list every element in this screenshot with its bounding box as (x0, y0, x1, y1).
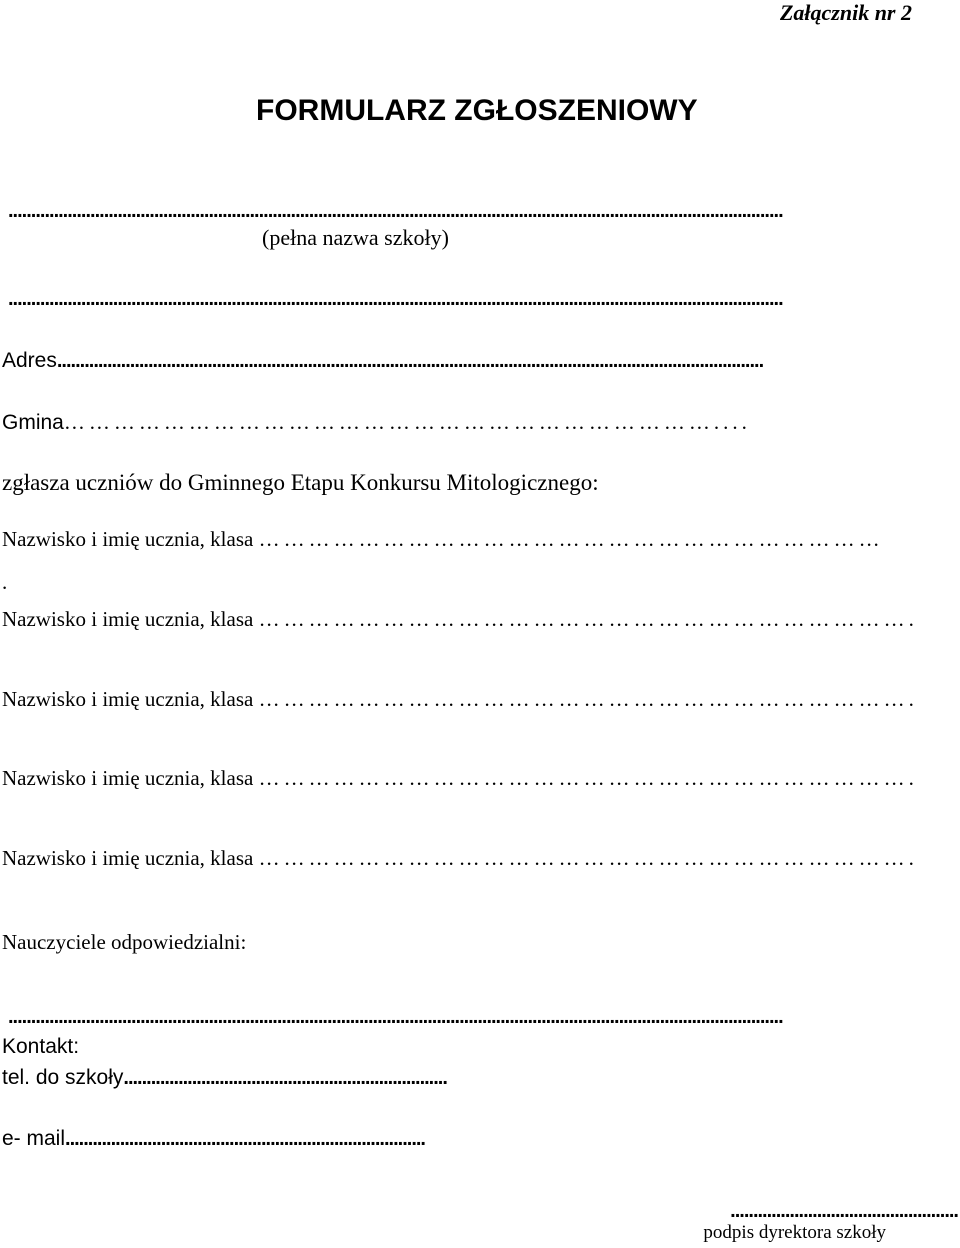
phone-field[interactable]: ....................................................................... (123, 1067, 447, 1089)
form-title: FORMULARZ ZGŁOSZENIOWY (256, 94, 698, 127)
student-row-1-continuation: . (2, 570, 8, 594)
municipality-label: Gmina (2, 411, 64, 434)
email-field[interactable]: ............................................................................... (65, 1128, 425, 1150)
statement-text: zgłasza uczniów do Gminnego Etapu Konkursu Mitologicznego: (2, 470, 599, 495)
student-label: Nazwisko i imię ucznia, klasa (2, 846, 254, 870)
school-name-caption: (pełna nazwa szkoły) (262, 225, 449, 250)
student-label: Nazwisko i imię ucznia, klasa (2, 766, 254, 790)
student-row-3[interactable] (2, 687, 918, 712)
email-row[interactable] (2, 1126, 425, 1151)
signature-field[interactable]: .................................................. (730, 1200, 958, 1222)
contact-label: Kontakt: (2, 1035, 80, 1058)
address-row[interactable] (2, 348, 763, 373)
teachers-label: Nauczyciele odpowiedzialni: (2, 930, 247, 954)
student-field[interactable]: ……………………………………………………………………. (258, 846, 918, 870)
student-field[interactable]: ………………………………………………………………… (258, 527, 884, 551)
school-name-field[interactable]: .......................................................................................................................................................................... (8, 200, 783, 222)
municipality-row[interactable] (2, 410, 751, 435)
student-label: Nazwisko i imię ucznia, klasa (2, 687, 254, 711)
student-row-4[interactable] (2, 766, 918, 791)
student-row-5[interactable] (2, 846, 918, 871)
school-name-field-2[interactable]: .......................................................................................................................................................................... (8, 288, 783, 310)
student-row-1[interactable] (2, 527, 884, 552)
student-field[interactable]: ……………………………………………………………………. (258, 607, 918, 631)
email-label: e- mail (2, 1127, 66, 1150)
student-label: Nazwisko i imię ucznia, klasa (2, 527, 254, 551)
student-label: Nazwisko i imię ucznia, klasa (2, 607, 254, 631)
annex-label: Załącznik nr 2 (779, 0, 912, 25)
phone-label: tel. do szkoły (2, 1066, 124, 1089)
address-label: Adres (2, 349, 57, 372)
teachers-field[interactable]: .......................................................................................................................................................................... (8, 1006, 783, 1028)
student-field[interactable]: ……………………………………………………………………. (258, 687, 918, 711)
phone-row[interactable] (2, 1065, 447, 1090)
student-field[interactable]: ……………………………………………………………………. (258, 766, 918, 790)
signature-caption: podpis dyrektora szkoły (703, 1222, 886, 1243)
student-row-2[interactable] (2, 607, 918, 632)
address-field[interactable]: ........................................................................................................................................................... (56, 350, 764, 372)
municipality-field[interactable]: …………………………………………………………………….... (63, 410, 751, 434)
